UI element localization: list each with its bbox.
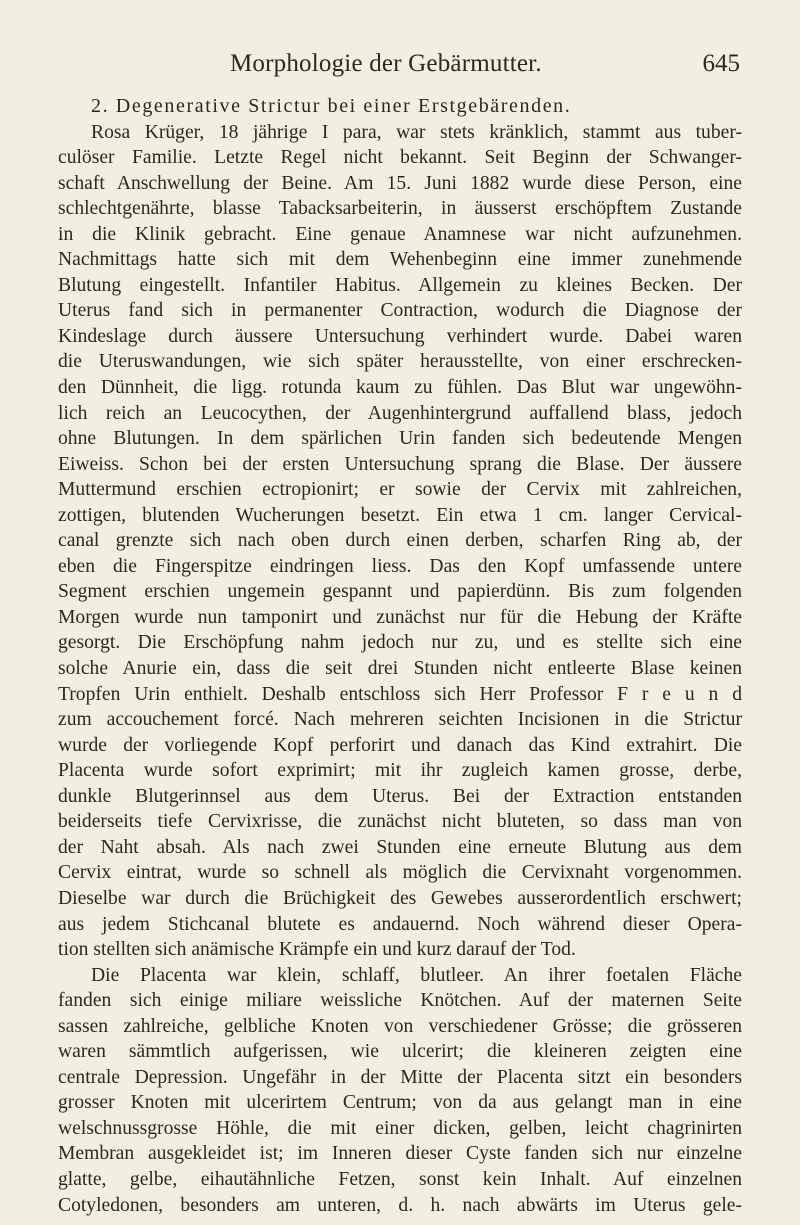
text-line: aus jedem Stichcanal blutete es andauernd. Noch während dieser Opera- [58, 913, 742, 935]
text-line: Morgen wurde nun tamponirt und zunächst nur für die Hebung der Kräfte [58, 606, 742, 628]
text-line: beiderseits tiefe Cervixrisse, die zunächst nicht bluteten, so dass man von [58, 811, 742, 833]
text-line: glatte, gelbe, eihautähnliche Fetzen, sonst kein Inhalt. Auf einzelnen [58, 1168, 742, 1190]
text-line: Uterus fand sich in permanenter Contraction, wodurch die Diagnose der [58, 300, 742, 322]
text-line: eben die Fingerspitze eindringen liess. Das den Kopf umfassende untere [58, 555, 742, 577]
text-line: tion stellten sich anämische Krämpfe ein und kurz darauf der Tod. [58, 939, 576, 961]
text-line: zottigen, blutenden Wucherungen besetzt. Ein etwa 1 cm. langer Cervical- [58, 504, 742, 526]
page-number: 645 [702, 50, 740, 77]
text-line: Cervix eintrat, wurde so schnell als möglich die Cervixnaht vorgenommen. [58, 862, 742, 884]
text-line: Die Placenta war klein, schlaff, blutleer. An ihrer foetalen Fläche [91, 964, 742, 986]
text-line: gesorgt. Die Erschöpfung nahm jedoch nur zu, und es stellte sich eine [58, 632, 742, 654]
text-line: welschnussgrosse Höhle, die mit einer dicken, gelben, leicht chagrinirten [58, 1117, 742, 1139]
text-line: solche Anurie ein, dass die seit drei Stunden nicht entleerte Blase keinen [58, 658, 742, 680]
text-line: wurde der vorliegende Kopf perforirt und danach das Kind extrahirt. Die [58, 734, 742, 756]
body-text [58, 94, 742, 1218]
text-line: Nachmittags hatte sich mit dem Wehenbeginn eine immer zunehmende [58, 249, 742, 271]
text-line: grosser Knoten mit ulcerirtem Centrum; von da aus gelangt man in eine [58, 1092, 742, 1114]
text-line: zum accouchement forcé. Nach mehreren seichten Incisionen in die Strictur [58, 709, 742, 731]
text-line: canal grenzte sich nach oben durch einen derben, scharfen Ring ab, der [58, 530, 742, 552]
running-title: Morphologie der Gebärmutter. [230, 50, 542, 77]
text-line: ohne Blutungen. In dem spärlichen Urin fanden sich bedeutende Mengen [58, 428, 742, 450]
text-line: die Uteruswandungen, wie sich später herausstellte, von einer erschrecken- [58, 351, 742, 373]
text-line: Rosa Krüger, 18 jährige I para, war stets kränklich, stammt aus tuber- [91, 121, 742, 143]
text-line: Blutung eingestellt. Infantiler Habitus. Allgemein zu kleines Becken. Der [58, 274, 742, 296]
text-line: fanden sich einige miliare weissliche Knötchen. Auf der maternen Seite [58, 990, 742, 1012]
text-line: Kindeslage durch äussere Untersuchung verhindert wurde. Dabei waren [58, 325, 742, 347]
text-line: Placenta wurde sofort exprimirt; mit ihr zugleich kamen grosse, derbe, [58, 760, 742, 782]
text-line: waren sämmtlich aufgerissen, wie ulcerirt; die kleineren zeigten eine [58, 1041, 742, 1063]
section-heading: 2. Degenerative Strictur bei einer Erstgebärenden. [91, 95, 572, 117]
text-line: culöser Familie. Letzte Regel nicht bekannt. Seit Beginn der Schwanger- [58, 147, 742, 169]
text-line: der Naht absah. Als nach zwei Stunden eine erneute Blutung aus dem [58, 836, 742, 858]
text-line: in die Klinik gebracht. Eine genaue Anamnese war nicht aufzunehmen. [58, 223, 742, 245]
text-line: sassen zahlreiche, gelbliche Knoten von verschiedener Grösse; die grösseren [58, 1015, 742, 1037]
text-line: Membran ausgekleidet ist; im Inneren dieser Cyste fanden sich nur einzelne [58, 1143, 742, 1165]
text-line: schlechtgenährte, blasse Tabacksarbeiterin, in äusserst erschöpftem Zustande [58, 198, 742, 220]
text-line: Eiweiss. Schon bei der ersten Untersuchung sprang die Blase. Der äussere [58, 453, 742, 475]
text-line: Segment erschien ungemein gespannt und papierdünn. Bis zum folgenden [58, 581, 742, 603]
paragraph [58, 963, 742, 1218]
text-line: Dieselbe war durch die Brüchigkeit des Gewebes ausserordentlich erschwert; [58, 887, 742, 909]
text-line: lich reich an Leucocythen, der Augenhintergrund auffallend blass, jedoch [58, 402, 742, 424]
text-line: Muttermund erschien ectropionirt; er sowie der Cervix mit zahlreichen, [58, 479, 742, 501]
text-line: den Dünnheit, die ligg. rotunda kaum zu fühlen. Das Blut war ungewöhn- [58, 377, 742, 399]
text-line: Cotyledonen, besonders am unteren, d. h. nach abwärts im Uterus gele- [58, 1194, 742, 1216]
page-header [230, 46, 740, 82]
paragraph [58, 120, 742, 963]
paragraph-container [58, 120, 742, 1219]
text-line: centrale Depression. Ungefähr in der Mitte der Placenta sitzt ein besonders [58, 1066, 742, 1088]
text-line: dunkle Blutgerinnsel aus dem Uterus. Bei der Extraction entstanden [58, 785, 742, 807]
text-line: Tropfen Urin enthielt. Deshalb entschloss sich Herr Professor F r e u n d [58, 683, 742, 705]
text-line: schaft Anschwellung der Beine. Am 15. Juni 1882 wurde diese Person, eine [58, 172, 742, 194]
